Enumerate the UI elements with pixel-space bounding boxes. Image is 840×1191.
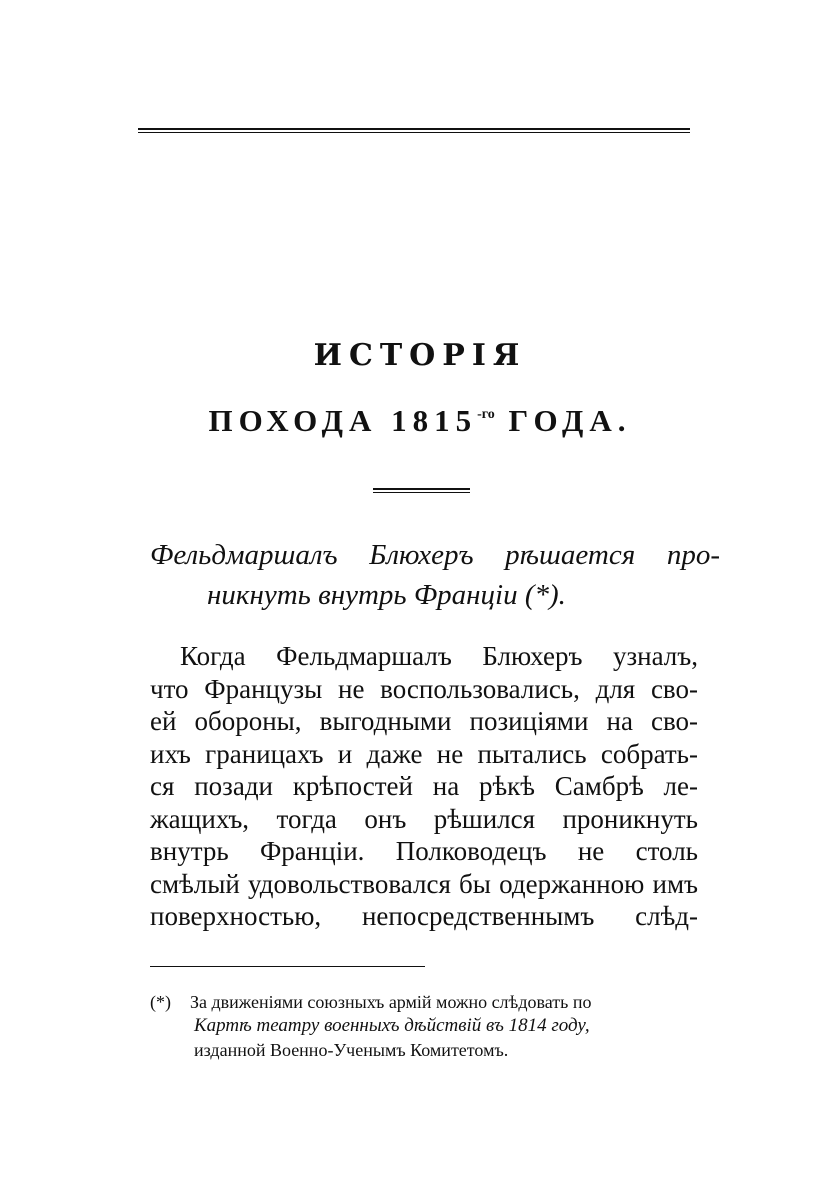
section-divider — [373, 488, 470, 493]
body-line: ихъ границахъ и даже не пытались собрать- — [150, 738, 698, 769]
page-title: ИСТОРІЯ — [313, 338, 527, 373]
footnote-text-1: За движеніями союзныхъ армій можно слѣдовать по — [190, 992, 592, 1012]
body-line: ся позади крѣпостей на рѣкѣ Самбрѣ ле- — [150, 771, 698, 801]
body-line: жащихъ, тогда онъ рѣшился проникнуть — [150, 803, 698, 834]
body-line: Когда Фельдмаршалъ Блюхеръ узналъ, — [180, 641, 698, 671]
body-line: что Французы не воспользовались, для сво- — [150, 673, 698, 704]
page-subtitle-year — [0, 403, 840, 439]
title-main-text: ПОХОДА 1815 — [208, 403, 478, 438]
top-double-rule — [138, 128, 690, 133]
body-line: смѣлый удовольствовался бы одержанною имъ — [150, 868, 698, 899]
body-line: внутрь Франціи. Полководецъ не столь — [150, 836, 698, 866]
footnote-line-2: Картѣ театру военныхъ дѣйствій въ 1814 году, — [194, 1015, 590, 1036]
body-paragraph — [150, 640, 698, 933]
footnote-marker: (*) — [150, 992, 171, 1012]
chapter-heading-line-2: никнуть внутрь Франціи (*). — [207, 579, 566, 611]
chapter-heading — [150, 535, 720, 615]
title-superscript: -го — [477, 407, 495, 422]
footnote-line-3: изданной Военно-Ученымъ Комитетомъ. — [194, 1040, 509, 1060]
footnote-line-1 — [150, 990, 698, 1014]
title-tail-text: ГОДА. — [508, 403, 632, 438]
chapter-heading-line-1: Фельдмаршалъ Блюхеръ рѣшается про- — [150, 539, 720, 571]
body-line: поверхностью, непосредственнымъ слѣд- — [150, 901, 698, 931]
footnote-separator — [150, 966, 425, 967]
body-line: ей обороны, выгодными позиціями на сво- — [150, 706, 698, 736]
footnote — [150, 990, 698, 1062]
